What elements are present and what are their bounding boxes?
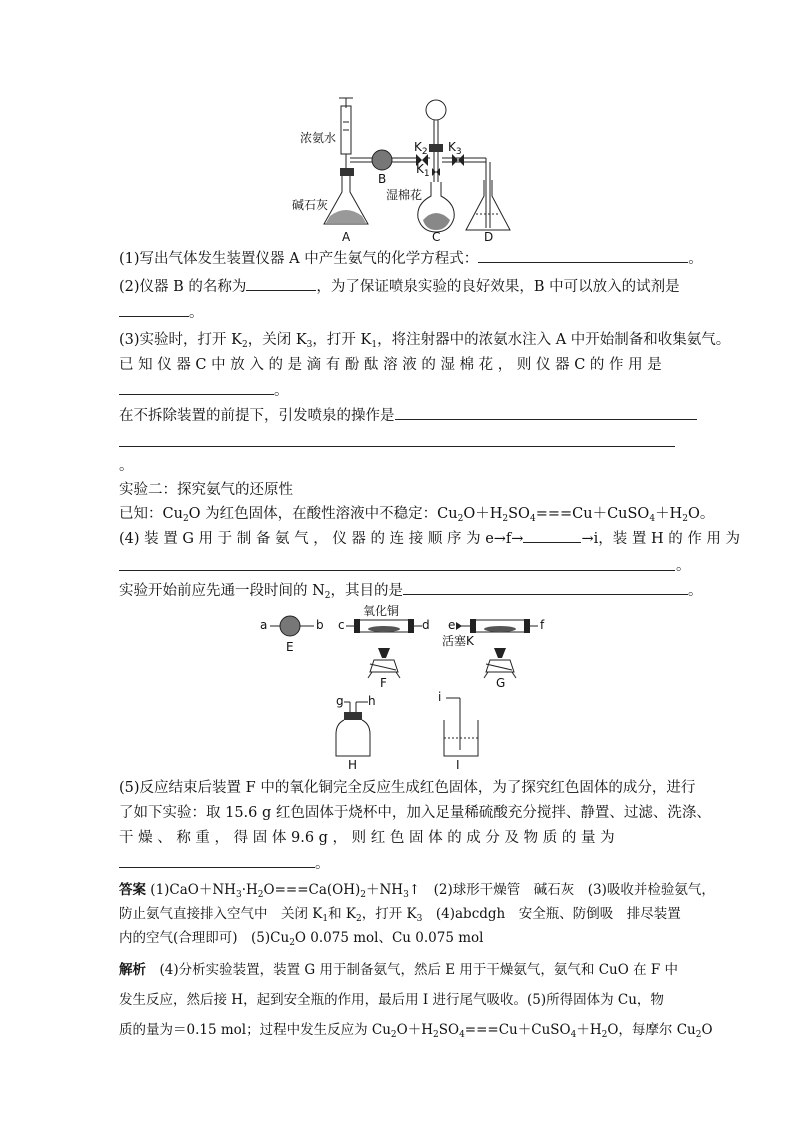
q5-blank	[119, 853, 315, 868]
label-valve: 活塞K	[442, 634, 474, 648]
ana-l3-e: ＋H	[576, 1022, 602, 1038]
exp2-s5: 4	[649, 514, 656, 524]
ana-l1: (4)分析实验装置，装置 G 用于制备氨气，然后 E 用于干燥氨气，氨气和 CuO 在 F 中	[146, 962, 679, 978]
answer-line-3	[119, 928, 483, 953]
q3-l4: 在不拆除装置的前提下，引发喷泉的操作是	[119, 408, 395, 424]
ana-l3-g: O	[701, 1022, 713, 1038]
q4-l1-a: (4) 装 置 G 用 于 制 备 氨 气 ， 仪 器 的 连 接 顺 序 为 e→f→	[119, 531, 524, 547]
question-2	[119, 276, 680, 297]
label-H: H	[348, 758, 358, 772]
answer-label: 答案	[119, 882, 146, 898]
label-D: D	[484, 230, 494, 244]
ana-l3-s2: 2	[433, 1030, 439, 1040]
q4-blank-1	[523, 528, 581, 543]
question-4-line-1	[119, 528, 740, 549]
q2-text: (2)仪器 B 的名称为	[119, 279, 247, 295]
q3-l1-c: ，打开 K	[312, 332, 372, 348]
ans-l2-b: 和 K	[328, 906, 357, 922]
label-g: g	[336, 694, 344, 708]
ans-l1-s4: 3	[403, 890, 409, 900]
ans-l1-s3: 2	[360, 890, 366, 900]
ans-l1-s2: 2	[257, 890, 264, 900]
question-3-line-3	[119, 380, 289, 401]
question-4-line-2-end	[676, 556, 691, 576]
ans-l3-s1: 2	[289, 938, 295, 948]
q3-l1-s1: 2	[241, 340, 248, 350]
exp2-s6: 2	[682, 514, 688, 524]
ans-l2-s3: 3	[416, 914, 423, 924]
label-c: c	[338, 618, 345, 632]
label-e: e	[448, 618, 456, 632]
analysis-label: 解析	[119, 962, 146, 978]
ans-l1-d: ＋NH	[366, 882, 404, 898]
exp2-k3: O＋H	[463, 506, 503, 522]
ans-l1-s1: 3	[235, 890, 242, 900]
question-2-cont	[119, 302, 204, 323]
label-d: d	[422, 618, 430, 632]
label-lime: 碱石灰	[292, 198, 329, 212]
q4-l3-b: ，其目的是	[330, 583, 404, 599]
exp2-k2: O 为红色固体，在酸性溶液中不稳定：Cu	[188, 506, 458, 522]
q3-l3-end: 。	[274, 383, 289, 399]
q1-end: 。	[688, 251, 703, 267]
apparatus-diagram-2	[260, 602, 580, 772]
ana-l3-b: O＋H	[396, 1022, 433, 1038]
q4-l3-sub: 2	[324, 591, 331, 601]
q2-blank-2	[119, 302, 189, 317]
q3-l1-s3: 1	[371, 340, 378, 350]
question-1	[119, 248, 703, 269]
analysis-line-1	[119, 960, 678, 980]
q3-l1-d: ，将注射器中的浓氨水注入 A 中开始制备和收集氨气。	[377, 332, 731, 348]
question-3-line-6	[119, 456, 134, 476]
label-f: f	[540, 618, 545, 632]
label-cuo: 氧化铜	[363, 604, 400, 618]
answer-line-2	[119, 904, 681, 929]
ana-l3-s5: 2	[601, 1030, 608, 1040]
exp2-k1: 已知：Cu	[119, 506, 183, 522]
ans-l2-a: 防止氨气直接排入空气中 关闭 K	[119, 906, 323, 922]
question-5-line-3	[119, 828, 615, 848]
q3-l1-s2: 3	[306, 340, 313, 350]
ana-l3-s6: 2	[695, 1030, 702, 1040]
q3-l1-a: (3)实验时，打开 K	[119, 332, 242, 348]
question-5-line-4	[119, 853, 330, 874]
q3-l2: 已 知 仪 器 C 中 放 入 的 是 滴 有 酚 酞 溶 液 的 湿 棉 花 ， 则 仪 器 C 的 作 用 是	[119, 357, 662, 373]
q4-l3-a: 实验开始前应先通一段时间的 N	[119, 583, 325, 599]
exp2-s1: 2	[182, 514, 189, 524]
exp2-k4: SO	[508, 506, 530, 522]
label-A: A	[342, 230, 351, 244]
q4-blank-2	[119, 570, 675, 571]
ana-l3-s1: 2	[390, 1030, 397, 1040]
ans-l1-e: ↑ (2)球形干燥管 碱石灰 (3)吸收并检验氨气，	[408, 882, 715, 898]
ana-l3-a: 质的量为＝0.15 mol；过程中发生反应为 Cu	[119, 1022, 391, 1038]
ana-l3-s3: 4	[459, 1030, 465, 1040]
label-b: b	[316, 618, 324, 632]
experiment-2-title	[119, 480, 293, 500]
q3-blank-1	[119, 380, 274, 395]
exp2-k6: ＋H	[655, 506, 683, 522]
ana-l3-d: ===Cu＋CuSO	[464, 1022, 571, 1038]
ans-l2-c: ，打开 K	[361, 906, 417, 922]
label-F: F	[380, 676, 387, 690]
question-3-line-4	[119, 405, 697, 426]
ans-l2-s2: 2	[356, 914, 362, 924]
label-E: E	[286, 640, 294, 654]
analysis-line-2	[119, 990, 664, 1010]
apparatus-diagram-1	[290, 96, 520, 246]
q3-l6: 。	[119, 458, 134, 474]
label-I: I	[456, 758, 460, 772]
exp2-k5: ===Cu＋CuSO	[535, 506, 650, 522]
q5-l4-end: 。	[315, 856, 330, 872]
ans-l3-b: O 0.075 mol、Cu 0.075 mol	[294, 930, 484, 946]
ans-l1-a: (1)CaO＋NH	[150, 882, 236, 898]
ana-l2: 发生反应，然后接 H，起到安全瓶的作用，最后用 I 进行尾气吸收。(5)所得固体为 Cu，物	[119, 992, 664, 1008]
apparatus-2-drawing	[260, 602, 580, 772]
label-G: G	[496, 676, 506, 690]
q4-l1-b: →i，装 置 H 的 作 用 为	[581, 531, 741, 547]
label-B: B	[378, 172, 387, 186]
answer-line-1	[119, 880, 715, 905]
apparatus-1-drawing	[290, 96, 520, 246]
question-3-line-1	[119, 330, 730, 355]
q3-l1-b: ，关闭 K	[247, 332, 307, 348]
analysis-line-3	[119, 1020, 713, 1045]
label-a: a	[260, 618, 268, 632]
label-K2: $K_2$	[414, 140, 428, 157]
q4-l3-end: 。	[688, 583, 703, 599]
q5-l2: 了如下实验：取 15.6 g 红色固体于烧杯中，加入足量稀硫酸充分搅拌、静置、过滤、洗涤、	[119, 805, 711, 821]
q3-blank-3	[119, 446, 675, 447]
exp2-s2: 2	[457, 514, 464, 524]
exp2-s3: 2	[502, 514, 509, 524]
q5-l1: (5)反应结束后装置 F 中的氧化铜完全反应生成红色固体，为了探究红色固体的成分，进行	[119, 780, 696, 796]
ana-l3-f: O，每摩尔 Cu	[607, 1022, 696, 1038]
label-i: i	[438, 690, 442, 704]
q5-l3: 干 燥 、 称 重 ， 得 固 体 9.6 g ， 则 红 色 固 体 的 成 分 及 物 质 的 量 为	[119, 830, 615, 846]
ans-l1-c: O===Ca(OH)	[263, 882, 361, 898]
q3-blank-2	[395, 405, 697, 420]
question-5-line-2	[119, 803, 711, 823]
q2-end: 。	[189, 305, 204, 321]
exp2-s4: 4	[529, 514, 536, 524]
experiment-2-known	[119, 504, 714, 529]
label-h: h	[368, 694, 376, 708]
exp2-k7: O。	[687, 506, 715, 522]
question-5-line-1	[119, 778, 695, 798]
ans-l3-a: 内的空气(合理即可) (5)Cu	[119, 930, 290, 946]
q2-blank-1	[246, 276, 316, 291]
label-K1: $K_1$	[416, 162, 430, 179]
q1-blank	[478, 248, 688, 263]
ans-l1-b: ·H	[241, 882, 258, 898]
question-3-line-2	[119, 355, 662, 375]
label-cotton: 湿棉花	[386, 188, 423, 202]
label-C: C	[432, 230, 441, 244]
q2-mid: ，为了保证喷泉实验的良好效果，B 中可以放入的试剂是	[316, 279, 680, 295]
ana-l3-c: SO	[438, 1022, 460, 1038]
q4-blank-3	[403, 580, 688, 595]
ans-l2-s1: 1	[322, 914, 329, 924]
ana-l3-s4: 4	[570, 1030, 577, 1040]
label-ammonia: 浓氨水	[300, 131, 337, 145]
q1-text: (1)写出气体发生装置仪器 A 中产生氨气的化学方程式：	[119, 251, 479, 267]
label-K3: $K_3$	[448, 140, 462, 157]
ans-l2-d: (4)abcdgh 安全瓶、防倒吸 排尽装置	[422, 906, 681, 922]
exp2-title: 实验二：探究氨气的还原性	[119, 482, 293, 498]
q4-l2-end: 。	[676, 558, 691, 574]
